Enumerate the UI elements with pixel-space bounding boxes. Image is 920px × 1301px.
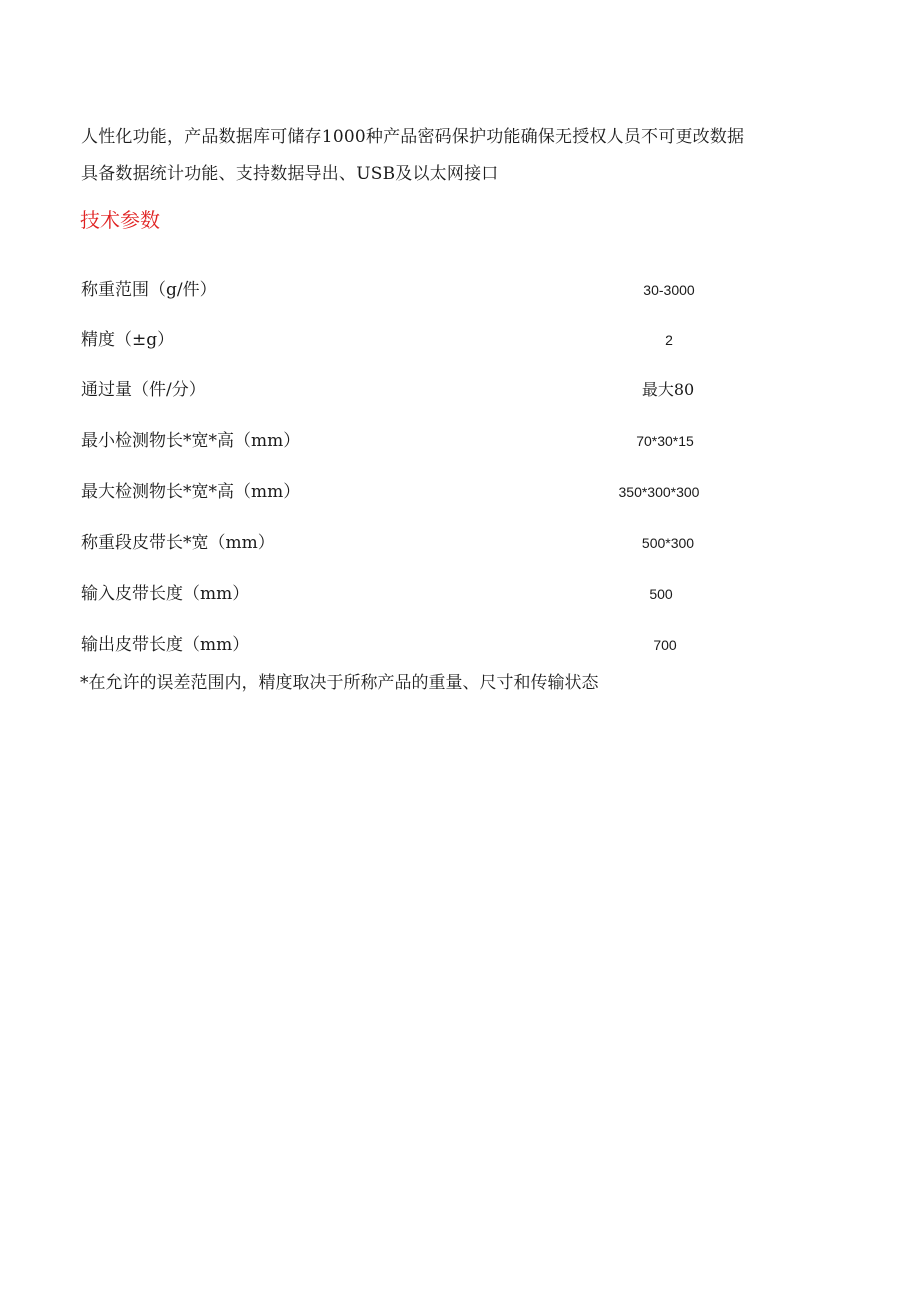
intro-line-1: 人性化功能，产品数据库可储存1000种产品密码保护功能确保无授权人员不可更改数据 (81, 127, 745, 147)
spec-label: 输出皮带长度（mm） (81, 635, 250, 655)
spec-value: 最大80 (641, 380, 695, 399)
spec-label: 最大检测物长*宽*高（mm） (81, 482, 301, 502)
spec-value: 500 (649, 586, 673, 602)
spec-value: 700 (653, 637, 677, 653)
spec-label: 精度（±g） (81, 330, 175, 350)
spec-row (0, 328, 920, 352)
spec-value: 500*300 (641, 535, 695, 551)
spec-label: 最小检测物长*宽*高（mm） (81, 431, 301, 451)
spec-label: 输入皮带长度（mm） (81, 584, 250, 604)
spec-value: 30-3000 (643, 282, 695, 298)
spec-value: 70*30*15 (636, 433, 694, 449)
spec-value: 350*300*300 (618, 484, 700, 500)
spec-row (0, 429, 920, 453)
spec-row (0, 278, 920, 302)
footnote: *在允许的误差范围内，精度取决于所称产品的重量、尺寸和传输状态 (80, 673, 599, 693)
spec-label: 通过量（件/分） (81, 380, 206, 400)
spec-row (0, 378, 920, 402)
section-title: 技术参数 (80, 208, 160, 232)
spec-row (0, 480, 920, 504)
spec-row (0, 582, 920, 606)
intro-line-2: 具备数据统计功能、支持数据导出、USB及以太网接口 (81, 164, 499, 184)
spec-label: 称重范围（g/件） (81, 280, 217, 300)
spec-row (0, 531, 920, 555)
spec-row (0, 633, 920, 657)
spec-value: 2 (665, 332, 673, 348)
spec-label: 称重段皮带长*宽（mm） (81, 533, 275, 553)
